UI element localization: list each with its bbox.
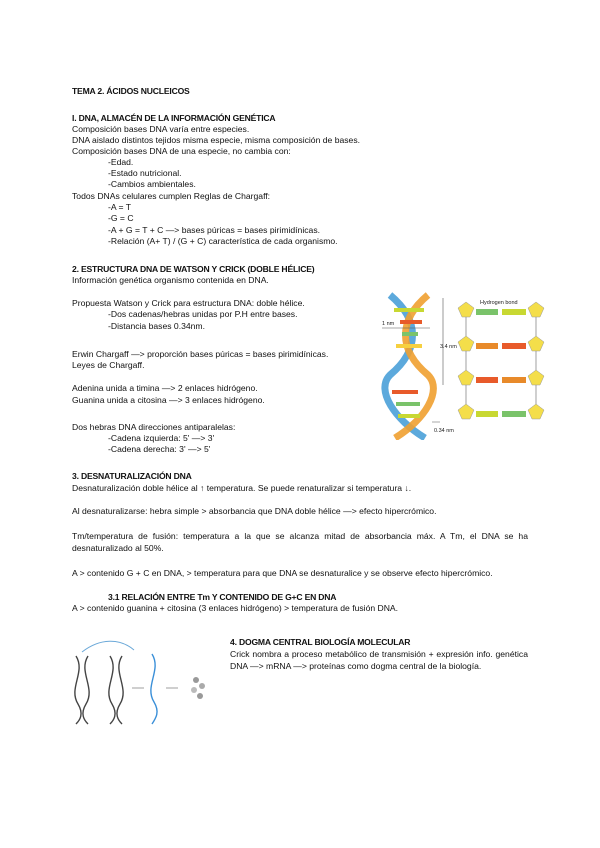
s2-line-2: Propuesta Watson y Crick para estructura DNA: doble hélice. (72, 298, 305, 308)
section-4-heading: 4. DOGMA CENTRAL BIOLOGÍA MOLECULAR (230, 637, 411, 647)
fig-label-3-4nm: 3.4 nm (440, 344, 457, 350)
s2-line-3: Erwin Chargaff —> proporción bases púricas = bases pirimidínicas. (72, 349, 329, 359)
central-dogma-figure (70, 632, 220, 728)
s1-line-4: Todos DNAs celulares cumplen Reglas de Chargaff: (72, 191, 271, 201)
section-3-1-heading: 3.1 RELACIÓN ENTRE Tm Y CONTENIDO DE G+C EN DNA (108, 592, 337, 602)
s3-paragraph-1: Tm/temperatura de fusión: temperatura a la que se alcanza mitad de absorbancia máx. A Tm, el DNA se ha desnaturalizado al 50%. (72, 531, 528, 553)
s1-line-1: Composición bases DNA varía entre especies. (72, 124, 250, 134)
fig-label-1nm: 1 nm (382, 321, 395, 327)
s1-rule-2: -G = C (108, 213, 134, 223)
dna-double-helix-figure (380, 290, 550, 440)
document-title: TEMA 2. ÁCIDOS NUCLEICOS (72, 86, 190, 96)
s1-rule-3: -A + G = T + C —> bases púricas = bases pirimidínicas. (108, 225, 320, 235)
s2-line-4: Leyes de Chargaff. (72, 360, 145, 370)
s2-line-6: Guanina unida a citosina —> 3 enlaces hidrógeno. (72, 395, 265, 405)
s2-line-5: Adenina unida a timina —> 2 enlaces hidrógeno. (72, 383, 258, 393)
s3-line-4: A > contenido guanina + citosina (3 enlaces hidrógeno) > temperatura de fusión DNA. (72, 603, 399, 613)
section-3-heading: 3. DESNATURALIZACIÓN DNA (72, 471, 192, 481)
s1-bullet-1: -Edad. (108, 157, 134, 167)
s1-bullet-3: -Cambios ambientales. (108, 179, 196, 189)
s2-bullet-4: -Cadena derecha: 3' —> 5' (108, 444, 211, 454)
s1-line-2: DNA aislado distintos tejidos misma especie, misma composición de bases. (72, 135, 361, 145)
s1-rule-4: -Relación (A+ T) / (G + C) característica de cada organismo. (108, 236, 338, 246)
s1-bullet-2: -Estado nutricional. (108, 168, 182, 178)
s2-line-1: Información genética organismo contenida en DNA. (72, 275, 269, 285)
section-2-heading: 2. ESTRUCTURA DNA DE WATSON Y CRICK (DOBLE HÉLICE) (72, 264, 315, 274)
section-1-heading: I. DNA, ALMACÉN DE LA INFORMACIÓN GENÉTICA (72, 113, 276, 123)
s3-line-2: Al desnaturalizarse: hebra simple > absorbancia que DNA doble hélice —> efecto hipercrómico. (72, 506, 437, 516)
s3-line-3: A > contenido G + C en DNA, > temperatura para que DNA se desnaturalice y se observe efecto hipercrómico. (72, 568, 493, 578)
s4-paragraph-1: Crick nombra a proceso metabólico de transmisión + expresión info. genética DNA —> mRNA —> proteínas como dogma central de la biología. (230, 649, 528, 671)
s2-line-7: Dos hebras DNA direcciones antiparalelas: (72, 422, 236, 432)
s1-line-3: Composición bases DNA de una especie, no cambia con: (72, 146, 291, 156)
s3-line-1: Desnaturalización doble hélice al ↑ temperatura. Se puede renaturalizar si temperatura ↓. (72, 483, 412, 493)
s2-bullet-2: -Distancia bases 0.34nm. (108, 321, 205, 331)
fig-label-hydrogen-bond: Hydrogen bond (480, 300, 518, 306)
fig-label-0-34nm: 0.34 nm (434, 428, 454, 434)
s1-rule-1: -A = T (108, 202, 132, 212)
s2-bullet-3: -Cadena izquierda: 5' —> 3' (108, 433, 215, 443)
s2-bullet-1: -Dos cadenas/hebras unidas por P.H entre bases. (108, 309, 298, 319)
